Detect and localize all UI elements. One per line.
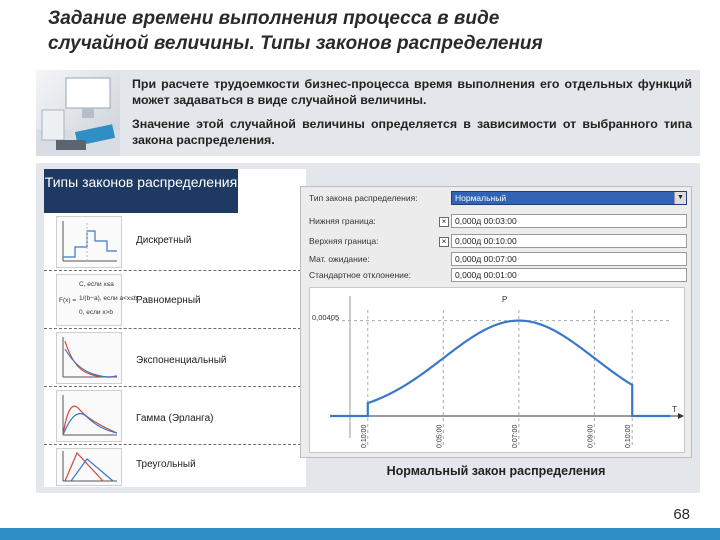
type-label-triangular: Треугольный (136, 459, 196, 470)
x-axis-arrow (678, 413, 684, 419)
std-dev-label: Стандартное отклонение: (309, 270, 411, 280)
type-row-uniform[interactable] (44, 271, 306, 329)
slide-title-line1: Задание времени выполнения процесса в виде (48, 8, 500, 29)
law-type-value: Нормальный (455, 193, 507, 203)
x-tick-label: 0:07:00 (511, 424, 519, 448)
lower-bound-label: Нижняя граница: (309, 216, 376, 226)
distribution-settings-dialog (300, 186, 692, 458)
distribution-types-list (44, 169, 306, 487)
footer-bar (0, 528, 720, 540)
uniform-line2: 1/(b−a), если a<x≤b (79, 295, 138, 302)
x-tick-label: 0:10:00 (360, 424, 368, 448)
type-row-gamma[interactable] (44, 387, 306, 445)
uniform-line3: 0, если x>b (79, 309, 113, 316)
uniform-fx: F(x) = (59, 297, 77, 304)
discrete-chart-icon (57, 217, 121, 267)
intro-paragraph-1: При расчете трудоемкости бизнес-процесса время выполнения его отдельных функций может задаваться в виде случайной величины. (132, 77, 692, 107)
y-axis-label: P (502, 295, 508, 304)
y-tick-label: 0,00405 (312, 313, 340, 322)
intro-text (132, 76, 692, 156)
law-type-select[interactable] (451, 191, 687, 205)
office-photo (36, 70, 120, 156)
page-number: 68 (673, 506, 690, 523)
type-label-uniform: Равномерный (136, 295, 201, 306)
normal-distribution-chart (310, 288, 684, 452)
x-tick-label: 0:10:00 (625, 424, 633, 448)
triangular-thumbnail (56, 448, 122, 486)
gamma-thumbnail (56, 390, 122, 442)
uniform-formula-thumbnail (56, 274, 138, 326)
types-header: Типы законов распределения (44, 169, 238, 213)
upper-bound-label: Верхняя граница: (309, 236, 379, 246)
type-label-discrete: Дискретный (136, 235, 192, 246)
intro-paragraph-2: Значение этой случайной величины определяется в зависимости от выбранного типа закона распределения. (132, 117, 692, 147)
type-row-triangular[interactable] (44, 445, 306, 487)
grid-layer (330, 310, 670, 446)
expectation-field[interactable]: 0,000д 00:07:00 (451, 252, 687, 266)
x-axis-label: T (672, 405, 677, 414)
curve-layer (330, 321, 670, 417)
distribution-plot (309, 287, 685, 453)
expectation-label: Мат. ожидание: (309, 254, 370, 264)
law-type-label: Тип закона распределения: (309, 193, 418, 203)
tick-layer (361, 425, 632, 448)
intro-panel (36, 70, 700, 156)
exponential-chart-icon (57, 333, 121, 383)
upper-bound-checkbox[interactable]: × (439, 237, 449, 247)
x-tick-label: 0:05:00 (436, 424, 444, 448)
slide-title (48, 6, 688, 56)
type-row-discrete[interactable] (44, 213, 306, 271)
chart-caption: Нормальный закон распределения (386, 464, 606, 478)
exponential-thumbnail (56, 332, 122, 384)
chevron-down-icon[interactable]: ▼ (674, 192, 686, 204)
density-curve (330, 321, 670, 416)
lower-bound-field[interactable]: 0,000д 00:03:00 (451, 214, 687, 228)
gamma-chart-icon (57, 391, 121, 441)
triangular-chart-icon (57, 449, 121, 485)
lower-bound-checkbox[interactable]: × (439, 217, 449, 227)
office-photo-illustration (36, 70, 120, 156)
type-label-exponential: Экспоненциальный (136, 355, 227, 366)
upper-bound-field[interactable]: 0,000д 00:10:00 (451, 234, 687, 248)
discrete-thumbnail (56, 216, 122, 268)
std-dev-field[interactable]: 0,000д 00:01:00 (451, 268, 687, 282)
uniform-line1: C, если x≤a (79, 281, 114, 288)
type-label-gamma: Гамма (Эрланга) (136, 413, 214, 424)
slide-title-line2: случайной величины. Типы законов распределения (48, 33, 543, 54)
type-row-exponential[interactable] (44, 329, 306, 387)
x-tick-label: 0:09:00 (587, 424, 595, 448)
